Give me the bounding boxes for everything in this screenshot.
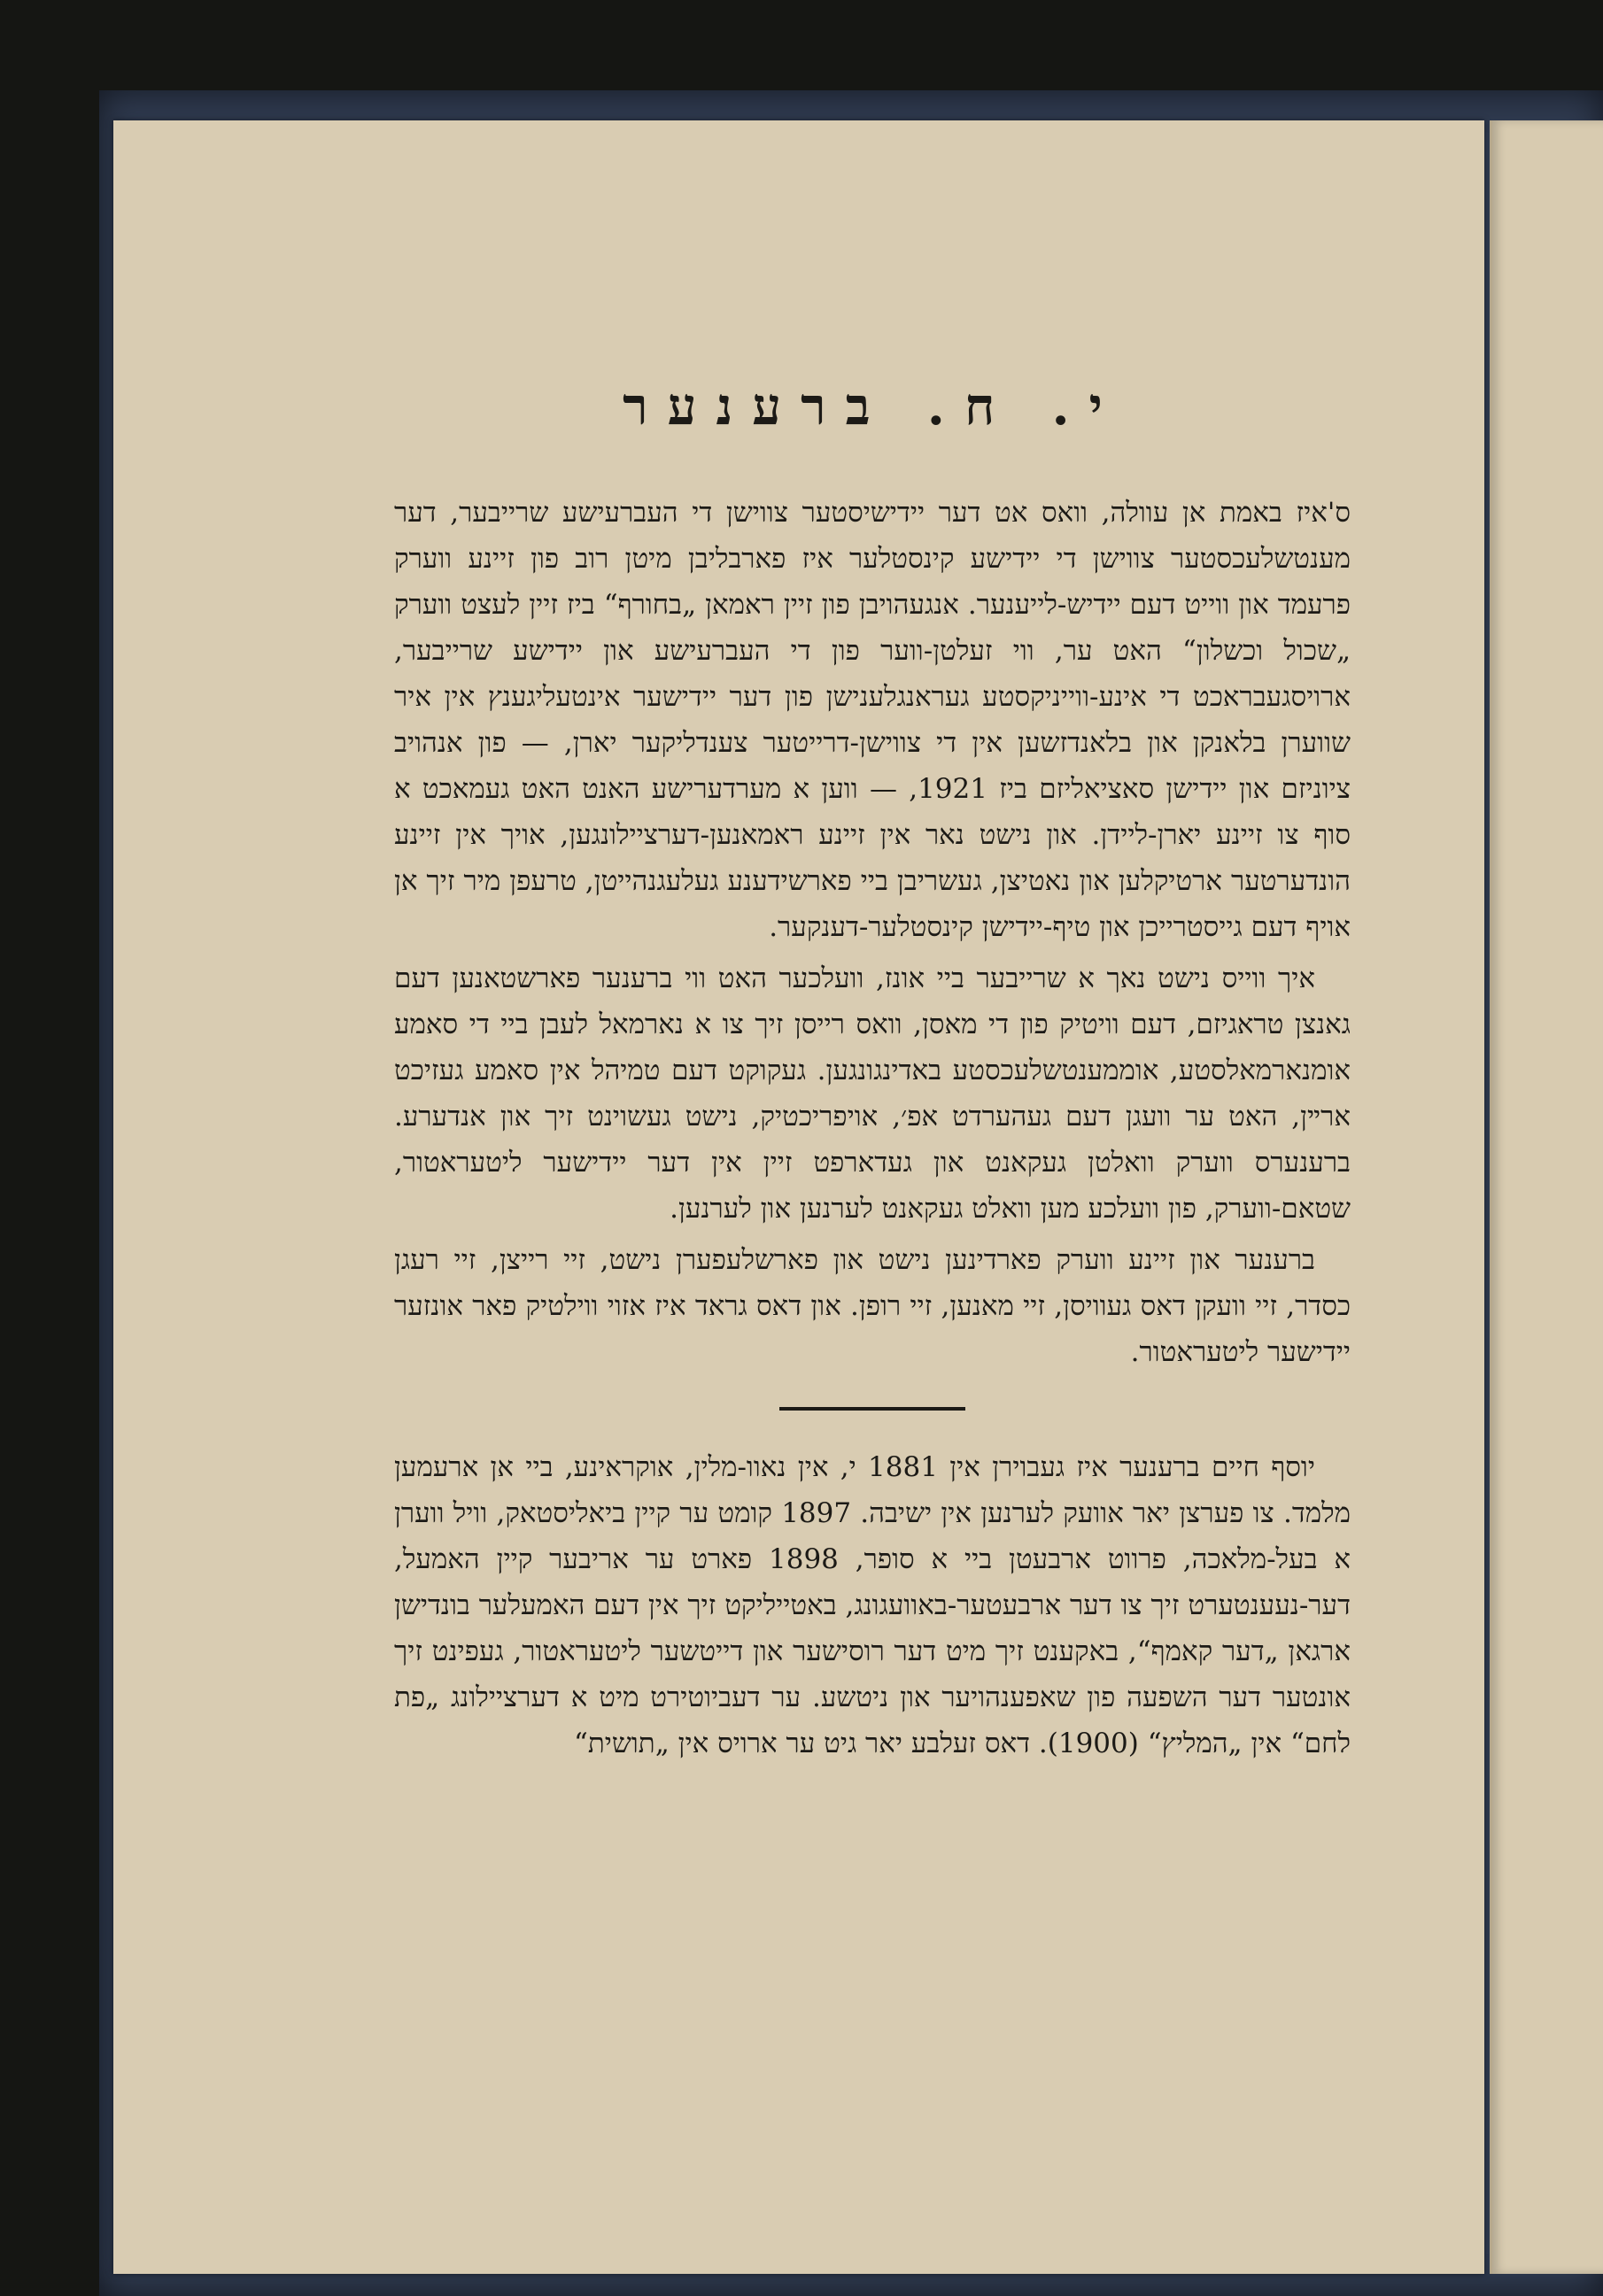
adjacent-page-edge (1490, 120, 1603, 2274)
page-title: י. ח. ברענער (623, 376, 1122, 437)
essay-paragraph-3: ברענער און זיינע ווערק פארדינען נישט און פארשלעפערן נישט, זיי רייצן, זיי רעגן כסדר, זיי וועקן דאס געוויסן, זיי מאנען, זיי רופן. און דאס גראד איז אזוי ווילטיק פאר אונזער יידישער ליטעראטור. (394, 1244, 1351, 1368)
biography-paragraph: יוסף חיים ברענער איז געבוירן אין 1881 י, אין נאוו-מלין, אוקראינע, ביי אן ארעמען מלמד. צו פערצן יאר אוועק לערנען אין ישיבה. 1897 קומט ער קיין ביאליסטאק, וויל ווערן א בעל-מלאכה, פרווט ארבעטן ביי א סופר, 1898 פארט ער אריבער קיין האמעל, דער-נעענטערט זיך צו דער ארבעטער-באוועגונג, באטייליקט זיך אין דעם האמעלער בונדישן ארגאן „דער קאמף“, באקענט זיך מיט דער רוסישער און דייטשער ליטעראטור, געפינט זיך אונטער דער השפעה פון שאפענהויער און ניטשע. ער דעביוטירט מיט א דערציילונג „פת לחם“ אין „המליץ“ (1900). דאס זעלבע יאר גיט ער ארויס אין „תושית“ (394, 1451, 1351, 1759)
page-text (394, 376, 1351, 1772)
essay-paragraph-2: איך ווייס נישט נאך א שרייבער ביי אונז, וועלכער האט ווי ברענער פארשטאנען דעם גאנצן טראגיזם, דעם וויטיק פון די מאסן, וואס רייסן זיך צו א נארמאל לעבן ביי די סאמע אומנארמאלסטע, אוממענטשלעכסטע באדינגונגען. געקוקט דעם טמיהל אין סאמע געזיכט ארײן, האט ער וועגן דעם געהערדט אפ׳, אויפריכטיק, נישט געשוינט זיך און אנדערע. ברענערס ווערק וואלטן געקאנט און געדארפט זיין אין דער יידישער ליטעראטור, שטאם-ווערק, פון וועלכע מען וואלט געקאנט לערנען און לערנען. (394, 962, 1351, 1225)
section-divider (779, 1407, 965, 1411)
essay-paragraph-1: ס'איז באמת אן עוולה, וואס אט דער יידישיסטער צווישן די העברעישע שרייבער, דער מענטשלעכסטער צווישן די יידישע קינסטלער איז פארבליבן מיטן רוב פון זיינע ווערק פרעמד און ווייט דעם יידיש-לייענער. אנגעהויבן פון זיין ראמאן „בחורף“ ביז זיין לעצט ווערק „שכול וכשלון“ האט ער, ווי זעלטן-ווער פון די העברעישע און יידישע שרייבער, ארויסגעבראכט די אינע-ווייניקסטע געראנגלענישן פון דער יידישער אינטעליגענץ אין איר שווערן בלאנקן און בלאנדזשען אין די צווישן-דרייטער צענדליקער יארן, — פון אנהויב ציוניזם און יידישן סאציאליזם ביז 1921, — ווען א מערדערישע האנט האט געמאכט א סוף צו זיינע יארן-ליידן. און נישט נאר אין זיינע ראמאנען-דערציילונגען, אויך אין זיינע הונדערטער ארטיקלען און נאטיצן, געשריבן ביי פארשידענע געלעגנהייטן, טרעפן מיר זיך אן אויף דעם גייסטרייכן און טיף-יידישן קינסטלער-דענקער. (394, 497, 1351, 943)
